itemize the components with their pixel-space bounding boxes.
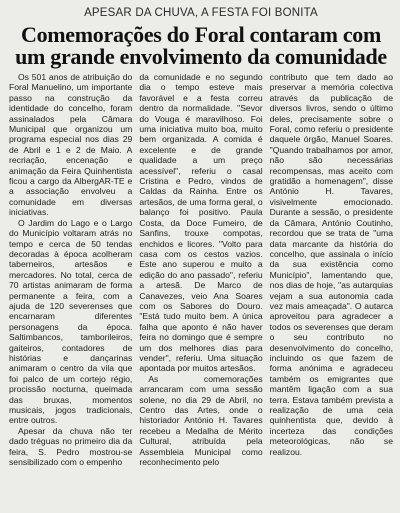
headline	[9, 24, 393, 68]
headline-line-2: um grande envolvimento da comunidade	[15, 44, 387, 69]
paragraph: Apesar da chuva não ter dado tréguas no primeiro dia da feira, S. Pedro mostrou-se sensibilizado com o empenho	[9, 425, 133, 468]
paragraph: O Jardim do Lago e o Largo do Município voltaram atrás no tempo e cerca de 50 tendas decoradas à época acolheram taberneiros, artesãos e mercadores. No total, cerca de 70 artistas animaram de forma permanente a feira, com a ajuda de 120 severenses que encarnaram diferentes personagens da época. Saltimbancos, tamborileiros, gaiteiros, contadores de histórias e dançarinas animaram o centro da vila que foi palco de um cortejo régio, procissão nocturna, queimada das bruxas, momentos musicais, jogos tradicionais, entre outros.	[9, 217, 133, 426]
column-2	[139, 72, 262, 467]
paragraph: da comunidade e no segundo dia o tempo esteve mais favorável e a festa correu dentro da normalidade. "Sevor do Vouga é maravilhoso. Foi uma iniciativa muito boa, muito bem organizada. A comida é excelente e de grande qualidade a um preço acessível", referiu o casal Cristina e Pedro, vindos de Caldas da Rainha. Entre os artesãos, de uma forma geral, o balanço foi positivo. Paula Costa, da Doce Fumeiro, de Sanfins, trouxe compotas, enchidos e licores. "Volto para casa com os cestos vazios. Este ano superou e muito a edição do ano passado", referiu a artesã. De Marco de Canavezes, veio Ana Soares com os Sabores do Douro. "Está tudo muito bem. A única falha que aponto é não haver feira no domingo que é sempre um dos melhores dias para vender", referiu. Uma situação apontada por muitos artesãos.	[139, 72, 263, 374]
column-1	[9, 72, 132, 467]
article-body	[9, 72, 393, 467]
headline-line-1: Comemorações do Foral contaram com	[20, 22, 382, 47]
column-3	[270, 72, 393, 467]
paragraph: As comemorações arrancaram com uma sessão solene, no dia 29 de Abril, no Centro das Artes, onde o historiador António H. Tavares recebeu a Medalha de Mérito Cultural, atribuída pela Assembleia Municipal como reconhecimento pelo	[139, 373, 263, 468]
paragraph: Os 501 anos de atribuição do Foral Manuelino, um importante passo na construção da identidade do concelho, foram assinalados pela Câmara Municipal que organizou um programa especial nos dias 29 de Abril e 1 e 2 de Maio. A recriação, encenação e animação da Feira Quinhentista ficou a cargo da AlbergAR-TE e a associação envolveu a comunidade em diversas iniciativas.	[9, 72, 133, 218]
kicker: APESAR DA CHUVA, A FESTA FOI BONITA	[84, 7, 318, 19]
paragraph: contributo que tem dado ao preservar a memória colectiva através da publicação de diversos livros, sendo o último deles, precisamente sobre o Foral, como referiu o presidente daquele órgão, Manuel Soares. "Quando trabalhamos por amor, não são necessárias recompensas, mas aceito com gratidão a homenagem", disse António H. Tavares, visivelmente emocionado. Durante a sessão, o presidente da Câmara, António Coutinho, recordou que se trata de "uma data marcante da história do concelho, que assinala o início da sua existência como Município", lamentando que, nos dias de hoje, "as autarquias vejam a sua autonomia cada vez mais ameaçada". O autarca aproveitou para agradecer a todos os severenses que deram o seu contributo no desenvolvimento do concelho, incluindo os que fazem de forma anónima e agradeceu também os emigrantes que mantêm ligação com a sua terra. Estava também prevista a realização de uma ceia quinhentista que, devido à incerteza das condições meteorológicas, não se realizou.	[269, 72, 393, 457]
